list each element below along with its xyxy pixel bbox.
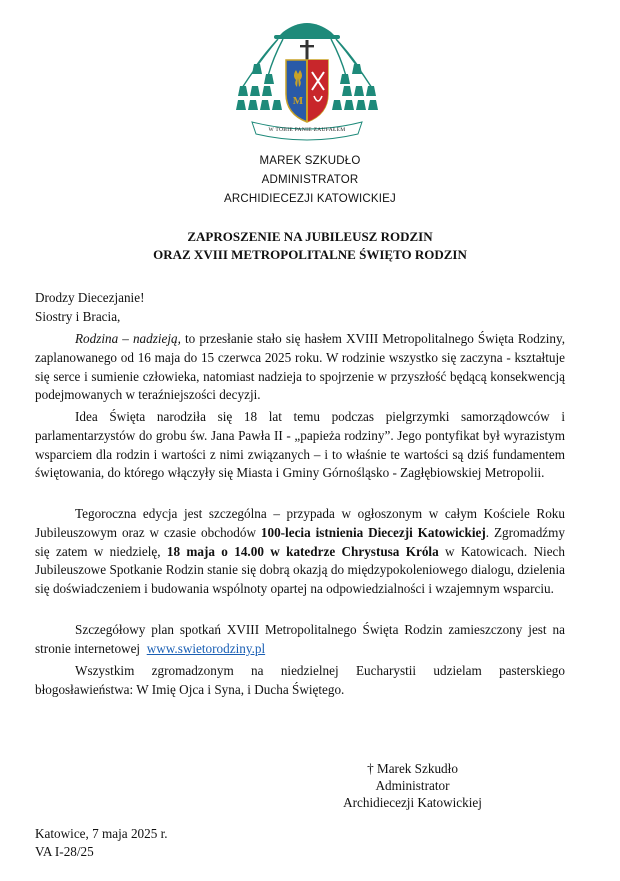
crest-motto: W TOBIE PANIE ZAUFAŁEM (268, 127, 346, 133)
greeting (35, 289, 565, 327)
issuer-name: MAREK SZKUDŁO (259, 155, 361, 167)
paragraph-5 (35, 662, 565, 700)
paragraph-4 (35, 621, 569, 659)
paragraph-5-text: Wszystkim zgromadzonym na niedzielnej Eucharystii udzielam pasterskiego błogosławieństwa: W Imię Ojca i Syna, i Ducha Świętego. (35, 663, 565, 697)
letter-title-line1: ZAPROSZENIE NA JUBILEUSZ RODZIN (187, 229, 433, 244)
letter-title-line2: ORAZ XVIII METROPOLITALNE ŚWIĘTO RODZIN (153, 247, 467, 262)
footer (35, 825, 168, 860)
paragraph-3-event-time: 18 maja o 14.00 w katedrze Chrystusa Króla (166, 543, 439, 559)
signature-title: Administrator (375, 778, 450, 793)
place-date: Katowice, 7 maja 2025 r. (35, 826, 168, 841)
signature-block (320, 760, 505, 811)
paragraph-3-a: Tegoroczna edycja jest szczególna – przypada w ogłoszonym w całym Kościele Roku Jubileuszowym oraz w czasie obchodów (35, 506, 565, 540)
paragraph-1 (35, 330, 565, 405)
website-link[interactable]: www.swietorodziny.pl (146, 640, 266, 656)
reference-number: VA I-28/25 (35, 843, 94, 859)
paragraph-1-text: to przesłanie stało się hasłem XVIII Metropolitalnego Święta Rodziny, zaplanowanego od 16 maja do 15 czerwca 2025 roku. W rodzinie wszystko się zaczyna - kształtuje się serce i sumienie człowieka, natomiast nadzieja to spojrzenie w przyszłość będącą konsekwencją podejmowanych w teraźniejszości decyzji. (35, 331, 565, 403)
paragraph-3-c: . Zgromadźmy się zatem w niedzielę, (35, 524, 565, 559)
signature-name: † Marek Szkudło (367, 761, 458, 776)
paragraph-3-jubilee: 100-lecia istnienia Diecezji Katowickiej (260, 524, 486, 540)
coat-of-arms-icon (228, 18, 386, 144)
paragraph-2-text: Idea Święta narodziła się 18 lat temu podczas pielgrzymki samorządowców i parlamentarzystów do grobu św. Jana Pawła II - „papieża rodziny”. Jego pontyfikat był wyrazistym wsparciem dla rodzin i wartości z nimi związanych – i to właśnie te wartości są dziś fundamentem świętowania, do którego włączyły się Miasta i Gminy Górnośląsko - Zagłębiowskiej Metropolii. (35, 409, 565, 481)
paragraph-2 (35, 408, 565, 483)
issuer-title: ADMINISTRATOR (261, 174, 359, 186)
paragraph-4-text: Szczegółowy plan spotkań XVIII Metropolitalnego Święta Rodzin zamieszczony jest na stronie internetowej (35, 622, 569, 656)
greeting-line1: Drodzy Diecezjanie! (35, 290, 145, 305)
paragraph-3-e: w Katowicach. Niech Jubileuszowe Spotkanie Rodzin stanie się dobrą okazją do międzypokoleniowego dialogu, dzielenia się doświadczeniem i budowania wspólnoty opartej na odpowiedzialności i wzajemnym wsparciu. (35, 543, 565, 597)
signature-diocese: Archidiecezji Katowickiej (343, 795, 482, 810)
paragraph-1-italic: Rodzina – nadzieją, (75, 331, 181, 346)
paragraph-3 (35, 505, 565, 599)
issuer-diocese: ARCHIDIECEZJI KATOWICKIEJ (224, 193, 396, 205)
svg-text:M: M (292, 95, 304, 107)
greeting-line2: Siostry i Bracia, (35, 308, 121, 324)
